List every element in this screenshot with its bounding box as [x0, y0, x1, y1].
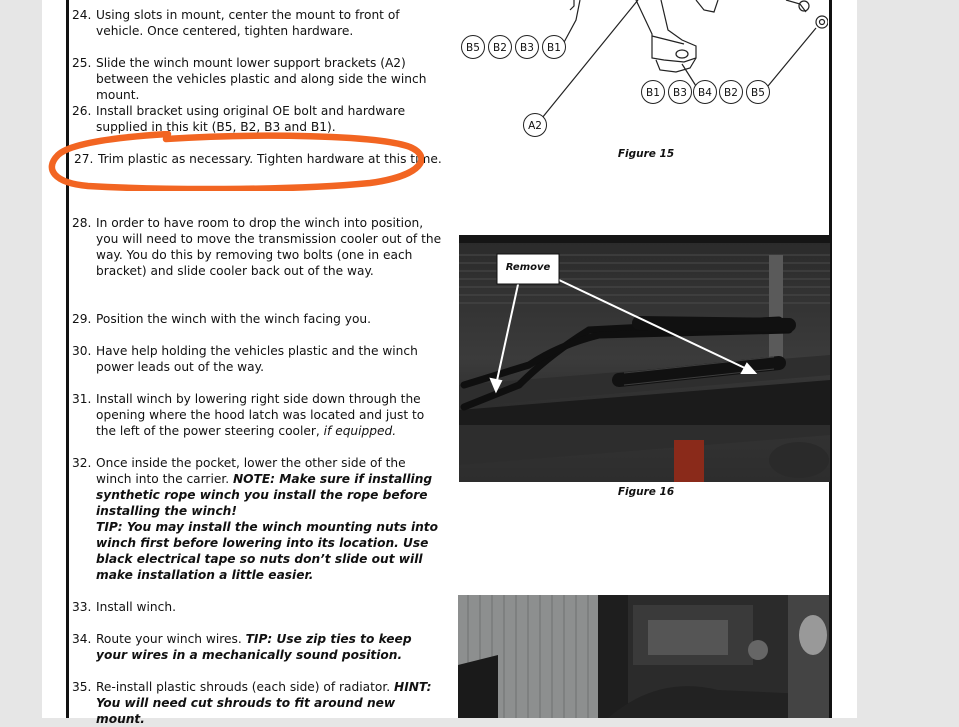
step-text: Position the winch with the winch facing you.: [96, 312, 372, 326]
step-number: 33.: [72, 600, 92, 614]
svg-text:B1: B1: [547, 42, 561, 54]
figure-15-diagram: [456, 0, 828, 145]
callout-b5-left: [462, 36, 485, 59]
svg-text:B3: B3: [520, 42, 534, 54]
step-number: 32.: [72, 456, 92, 470]
figure-16-caption: Figure 16: [617, 486, 675, 498]
step-text: Install winch.: [96, 600, 176, 614]
step-number: 31.: [72, 392, 92, 406]
step-text: In order to have room to drop the winch into position, you will need to move the transmission cooler out of the way. You do this by removing two bolts (one in each bracket) and slide cooler back out of the way.: [96, 216, 442, 278]
svg-text:B5: B5: [466, 42, 480, 54]
step-text: Trim plastic as necessary. Tighten hardware at this time.: [98, 152, 442, 166]
callout-b1-left: [543, 36, 566, 59]
figure-15-caption: Figure 15: [617, 148, 675, 160]
step-text-plain: Once inside the pocket, lower the other side of the winch into the carrier.: [96, 456, 406, 486]
svg-text:B4: B4: [698, 87, 712, 99]
step-number: 34.: [72, 632, 92, 646]
callout-a2: [524, 114, 547, 137]
callout-b2-left: [489, 36, 512, 59]
step-number: 27.: [74, 152, 94, 166]
callout-b3-right: [669, 81, 692, 104]
svg-text:B3: B3: [673, 87, 687, 99]
step-text-plain: Route your winch wires.: [96, 632, 246, 646]
step-text: [96, 679, 442, 727]
step-number: 35.: [72, 680, 92, 694]
remove-callout-label: Remove: [505, 262, 551, 273]
step-note: NOTE: Make sure if installing synthetic rope winch you install the rope before installing the winch!: [96, 472, 433, 518]
figure-17-photo: [458, 595, 829, 718]
step-number: 30.: [72, 344, 92, 358]
svg-text:B1: B1: [646, 87, 660, 99]
step-number: 28.: [72, 216, 92, 230]
step-text: [96, 391, 442, 439]
step-number: 26.: [72, 104, 92, 118]
svg-text:A2: A2: [528, 120, 542, 132]
highlight-circle-annotation: [48, 131, 424, 191]
step-text: Have help holding the vehicles plastic and the winch power leads out of the way.: [96, 344, 418, 374]
callout-b4-right: [694, 81, 717, 104]
page-border-left: [66, 0, 69, 718]
step-tip: TIP: Use zip ties to keep your wires in a mechanically sound position.: [96, 632, 412, 662]
callout-b2-right: [720, 81, 743, 104]
step-text: Slide the winch mount lower support brackets (A2) between the vehicles plastic and along side the winch mount.: [96, 56, 427, 102]
step-hint: HINT: You will need cut shrouds to fit around new mount.: [96, 680, 432, 726]
figure-16-photo: [459, 235, 830, 482]
step-text: Using slots in mount, center the mount to front of vehicle. Once centered, tighten hardware.: [96, 8, 400, 38]
callout-b3-left: [516, 36, 539, 59]
step-text: [96, 455, 442, 519]
svg-text:B5: B5: [751, 87, 765, 99]
svg-text:B2: B2: [493, 42, 507, 54]
step-number: 29.: [72, 312, 92, 326]
svg-text:B2: B2: [724, 87, 738, 99]
tip-note: TIP: You may install the winch mounting nuts into winch first before lowering into its location. Use black electrical tape so nuts don’t slide out will make installation a little easier.: [96, 520, 439, 582]
step-text: Install bracket using original OE bolt and hardware supplied in this kit (B5, B2, B3 and B1).: [96, 104, 406, 134]
step-text: [96, 631, 442, 663]
step-text-italic: if equipped.: [323, 424, 397, 438]
step-number: 25.: [72, 56, 92, 70]
step-text-plain: Install winch by lowering right side down through the opening where the hood latch was located and just to the left of the power steering cooler,: [96, 392, 425, 438]
callout-b5-right: [747, 81, 770, 104]
callout-b1-right: [642, 81, 665, 104]
step-text-plain: Re-install plastic shrouds (each side) of radiator.: [96, 680, 394, 694]
step-number: 24.: [72, 8, 92, 22]
